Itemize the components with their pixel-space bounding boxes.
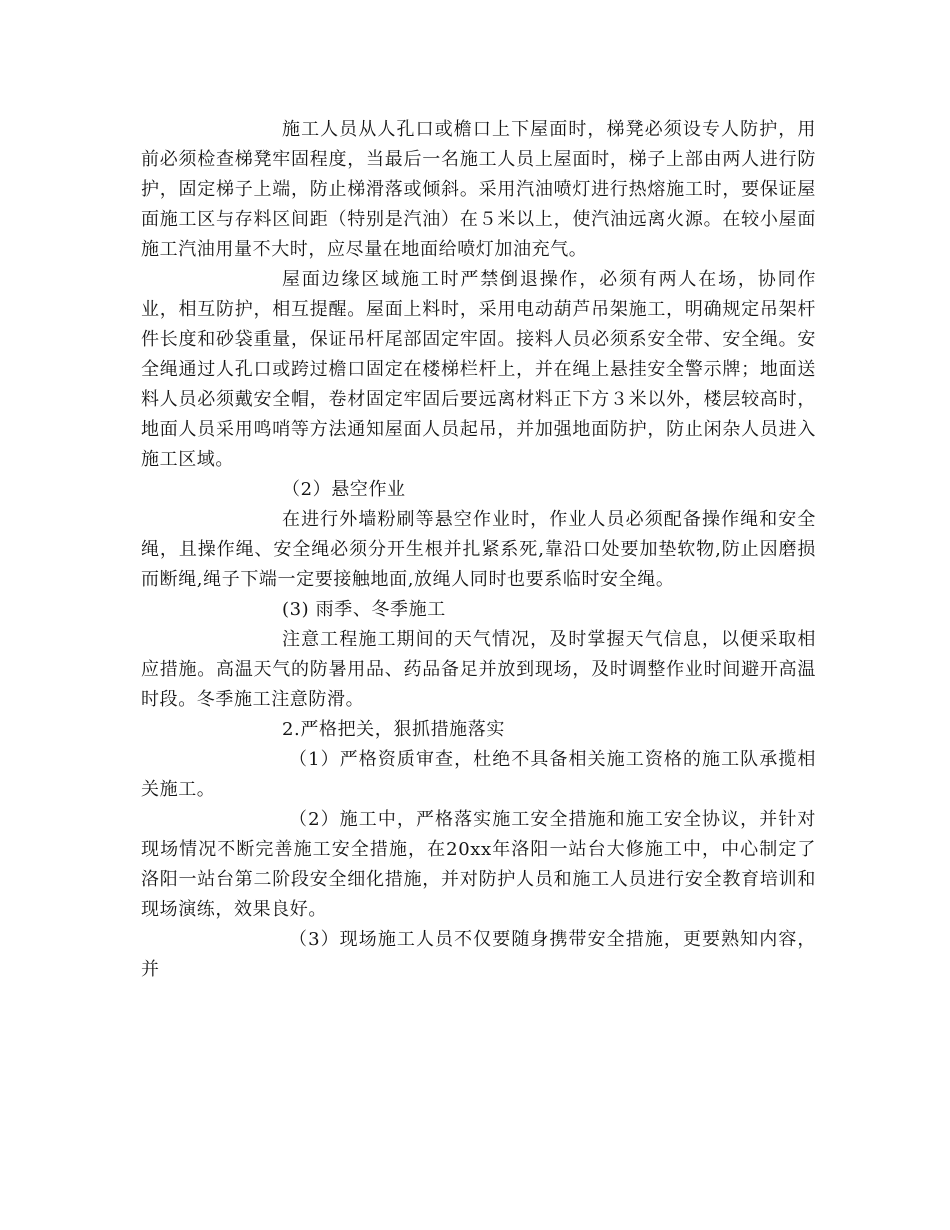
paragraph-suspended-work: 在进行外墙粉刷等悬空作业时，作业人员必须配备操作绳和安全绳，且操作绳、安全绳必须分开生根并扎紧系死,靠沿口处要加垫软物,防止因磨损而断绳,绳子下端一定要接触地面,放绳人同时也要系临时安全绳。 xyxy=(141,509,816,590)
paragraph-safety-measures: （2）施工中，严格落实施工安全措施和施工安全协议，并针对现场情况不断完善施工安全措施，在20xx年洛阳一站台大修施工中，中心制定了洛阳一站台第二阶段安全细化措施，并对防护人员和施工人员进行安全教育培训和现场演练，效果良好。 xyxy=(141,809,816,920)
section-heading-suspended-work: （2）悬空作业 xyxy=(282,479,406,500)
paragraph-onsite-personnel: （3）现场施工人员不仅要随身携带安全措施，更要熟知内容，并 xyxy=(141,929,816,980)
paragraph-roof-access: 施工人员从人孔口或檐口上下屋面时，梯凳必须设专人防护，用前必须检查梯凳牢固程度，当最后一名施工人员上屋面时，梯子上部由两人进行防护，固定梯子上端，防止梯滑落或倾斜。采用汽油喷灯进行热熔施工时，要保证屋面施工区与存料区间距（特别是汽油）在５米以上，使汽油远离火源。在较小屋面施工汽油用量不大时，应尽量在地面给喷灯加油充气。 xyxy=(141,119,816,260)
paragraph-weather: 注意工程施工期间的天气情况，及时掌握天气信息，以便采取相应措施。高温天气的防暑用品、药品备足并放到现场，及时调整作业时间避开高温时段。冬季施工注意防滑。 xyxy=(141,629,816,710)
paragraph-roof-edge: 屋面边缘区域施工时严禁倒退操作，必须有两人在场，协同作业，相互防护，相互提醒。屋面上料时，采用电动葫芦吊架施工，明确规定吊架杆件长度和砂袋重量，保证吊杆尾部固定牢固。接料人员必须系安全带、安全绳。安全绳通过人孔口或跨过檐口固定在楼梯栏杆上，并在绳上悬挂安全警示牌；地面送料人员必须戴安全帽，卷材固定牢固后要远离材料正下方３米以外，楼层较高时，地面人员采用鸣哨等方法通知屋面人员起吊，并加强地面防护，防止闲杂人员进入施工区域。 xyxy=(141,269,816,470)
paragraph-qualification-review: （1）严格资质审查，杜绝不具备相关施工资格的施工队承揽相关施工。 xyxy=(141,749,816,800)
section-heading-rain-winter: (3) 雨季、冬季施工 xyxy=(282,599,446,620)
document-body xyxy=(141,115,816,985)
section-heading-strict-control: 2.严格把关，狠抓措施落实 xyxy=(282,719,505,740)
